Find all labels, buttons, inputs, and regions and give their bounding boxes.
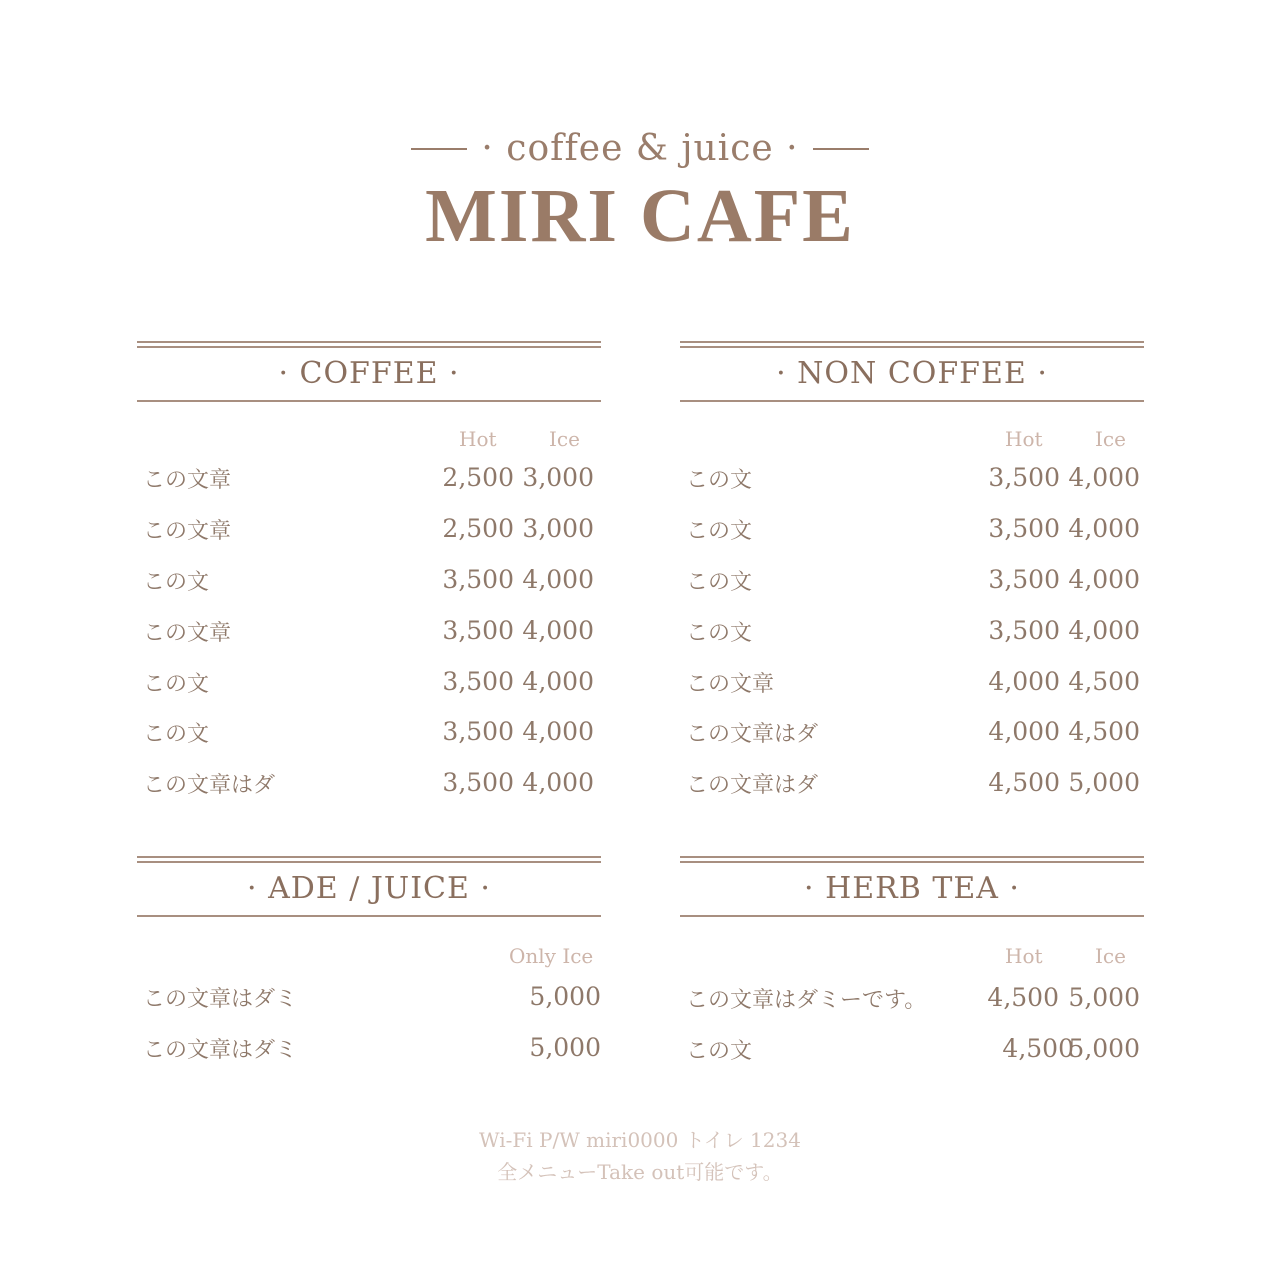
section-double-rule: [680, 856, 1144, 863]
col-head-hot: Hot: [1005, 944, 1043, 968]
item-name: この文章はダミ: [143, 987, 298, 1012]
menu-item: [680, 717, 1144, 757]
price-ice: 4,500: [1068, 717, 1140, 746]
item-name: この文章: [143, 519, 232, 544]
item-name: この文: [686, 1039, 753, 1064]
menu-item: [680, 565, 1144, 605]
section-herb-tea: [680, 856, 1144, 1076]
menu-item: [137, 616, 601, 656]
section-title: · ADE / JUICE ·: [137, 863, 601, 917]
item-name: この文: [686, 519, 753, 544]
price-ice: 5,000: [1068, 1034, 1140, 1063]
section-double-rule: [680, 341, 1144, 348]
price-ice: 5,000: [529, 982, 601, 1011]
col-head-ice: Ice: [1095, 427, 1126, 451]
price-hot: 4,000: [988, 667, 1060, 696]
subtitle-right-line: [813, 148, 869, 150]
col-head-ice: Ice: [549, 427, 580, 451]
section-ade-juice: [137, 856, 601, 1076]
item-name: この文章はダ: [686, 773, 819, 798]
menu-item: [137, 1033, 601, 1073]
footer-wifi: Wi-Fi P/W miri0000 トイレ 1234: [479, 1128, 801, 1152]
item-name: この文章はダ: [686, 722, 819, 747]
menu-header: [0, 128, 1280, 260]
price-hot: 2,500: [442, 514, 514, 543]
subtitle: · coffee & juice ·: [481, 128, 799, 169]
price-hot: 3,500: [442, 616, 514, 645]
item-name: この文章: [143, 468, 232, 493]
col-head-hot: Hot: [1005, 427, 1043, 451]
price-hot: 4,500: [1002, 1034, 1074, 1063]
price-ice: 4,000: [1068, 616, 1140, 645]
item-name: この文章: [686, 672, 775, 697]
price-ice: 5,000: [1068, 768, 1140, 797]
price-hot: 3,500: [442, 565, 514, 594]
price-ice: 4,000: [1068, 514, 1140, 543]
footer-takeout: 全メニューTake out可能です。: [497, 1160, 783, 1184]
item-name: この文章: [143, 621, 232, 646]
section-double-rule: [137, 856, 601, 863]
price-hot: 3,500: [442, 768, 514, 797]
col-head-hot: Hot: [459, 427, 497, 451]
item-name: この文: [143, 722, 210, 747]
menu-item: [680, 667, 1144, 707]
section-title: · HERB TEA ·: [680, 863, 1144, 917]
section-title: · COFFEE ·: [137, 348, 601, 402]
section-double-rule: [137, 341, 601, 348]
menu-item: [680, 463, 1144, 503]
price-ice: 3,000: [522, 463, 594, 492]
price-hot: 4,000: [988, 717, 1060, 746]
menu-item: [137, 982, 601, 1022]
price-hot: 3,500: [988, 565, 1060, 594]
price-ice: 4,000: [522, 667, 594, 696]
menu-item: [680, 616, 1144, 656]
price-hot: 3,500: [442, 717, 514, 746]
price-ice: 4,000: [522, 616, 594, 645]
menu-item: [137, 463, 601, 503]
price-ice: 4,000: [522, 768, 594, 797]
menu-item: [680, 514, 1144, 554]
menu-item: [137, 768, 601, 808]
price-ice: 4,000: [522, 565, 594, 594]
cafe-title: MIRI CAFE: [425, 174, 855, 258]
menu-item: [680, 1034, 1144, 1074]
price-ice: 4,000: [1068, 565, 1140, 594]
item-name: この文章はダミ: [143, 1038, 298, 1063]
price-hot: 3,500: [442, 667, 514, 696]
item-name: この文: [143, 672, 210, 697]
price-hot: 4,500: [987, 983, 1059, 1012]
price-ice: 4,500: [1068, 667, 1140, 696]
item-name: この文: [143, 570, 210, 595]
price-ice: 3,000: [522, 514, 594, 543]
section-title: · NON COFFEE ·: [680, 348, 1144, 402]
subtitle-row: [0, 128, 1280, 169]
section-coffee: [137, 341, 601, 811]
footer-info: [0, 1124, 1280, 1188]
price-ice: 5,000: [1068, 983, 1140, 1012]
price-ice: 4,000: [1068, 463, 1140, 492]
col-head-only-ice: Only Ice: [509, 944, 594, 968]
price-hot: 3,500: [988, 514, 1060, 543]
menu-item: [680, 983, 1144, 1023]
item-name: この文章はダミーです。: [686, 988, 927, 1013]
price-ice: 4,000: [522, 717, 594, 746]
item-name: この文: [686, 468, 753, 493]
item-name: この文: [686, 570, 753, 595]
menu-item: [137, 514, 601, 554]
section-non-coffee: [680, 341, 1144, 811]
menu-item: [137, 565, 601, 605]
price-hot: 2,500: [442, 463, 514, 492]
subtitle-left-line: [411, 148, 467, 150]
menu-item: [137, 717, 601, 757]
price-hot: 3,500: [988, 616, 1060, 645]
menu-item: [680, 768, 1144, 808]
item-name: この文章はダ: [143, 773, 276, 798]
col-head-ice: Ice: [1095, 944, 1126, 968]
price-ice: 5,000: [529, 1033, 601, 1062]
item-name: この文: [686, 621, 753, 646]
menu-item: [137, 667, 601, 707]
price-hot: 3,500: [988, 463, 1060, 492]
price-hot: 4,500: [988, 768, 1060, 797]
